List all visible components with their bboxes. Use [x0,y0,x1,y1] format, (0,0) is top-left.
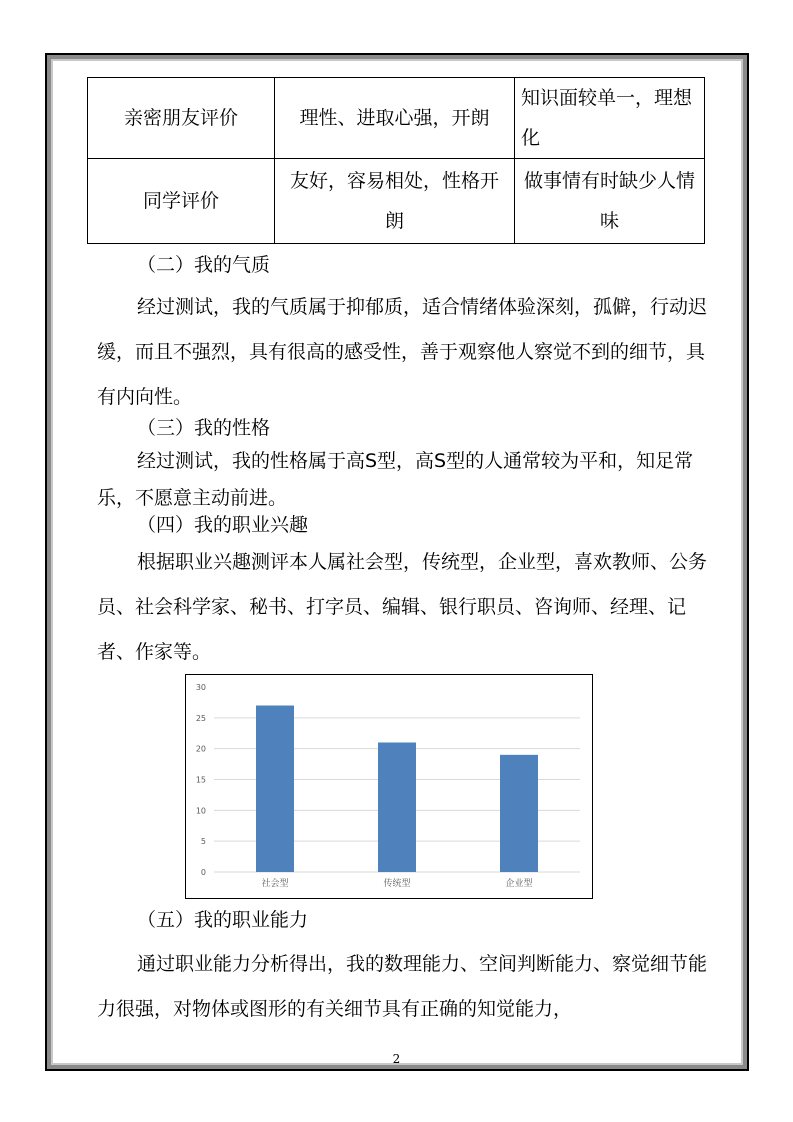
evaluation-table [87,77,705,244]
paragraph: 经过测试，我的性格属于高S型，高S型的人通常较为平和，知足常乐，不愿意主动前进。 [97,450,694,509]
table-cell: 理性、进取心强，开朗 [275,78,515,159]
section-heading: （二）我的气质 [137,254,271,276]
section-heading: （四）我的职业兴趣 [137,514,309,536]
x-tick-label: 传统型 [383,879,411,889]
table-cell: 知识面较单一，理想化 [515,78,705,159]
table-cell: 友好，容易相处，性格开朗 [275,159,515,244]
bar [256,706,294,873]
y-tick-label: 20 [195,744,206,754]
table-row [88,159,705,244]
y-tick-label: 25 [195,713,206,723]
bar-chart [185,674,593,899]
chart-svg [186,675,592,898]
section-heading: （五）我的职业能力 [137,909,309,931]
page-number: 2 [392,1052,401,1066]
paragraph: 经过测试，我的气质属于抑郁质，适合情绪体验深刻，孤僻，行动迟缓，而且不强烈，具有很高的感受性，善于观察他人察觉不到的细节，具有内向性。 [97,296,708,408]
table-cell: 同学评价 [88,159,275,244]
paragraph: 通过职业能力分析得出，我的数理能力、空间判断能力、察觉细节能力很强，对物体或图形的有关细节具有正确的知觉能力， [97,953,708,1020]
x-tick-label: 社会型 [261,879,289,889]
y-tick-label: 10 [195,806,206,816]
bar [378,743,416,873]
x-tick-label: 企业型 [505,879,533,889]
y-tick-label: 15 [195,775,206,785]
section-heading: （三）我的性格 [137,417,271,439]
table-row [88,78,705,159]
paragraph: 根据职业兴趣测评本人属社会型，传统型，企业型，喜欢教师、公务员、社会科学家、秘书、打字员、编辑、银行职员、咨询师、经理、记者、作家等。 [97,551,708,663]
bar [500,755,538,872]
table-cell: 做事情有时缺少人情味 [515,159,705,244]
table-cell: 亲密朋友评价 [88,78,275,159]
y-tick-label: 30 [195,683,206,692]
y-tick-label: 0 [200,868,206,877]
y-tick-label: 5 [200,837,206,847]
